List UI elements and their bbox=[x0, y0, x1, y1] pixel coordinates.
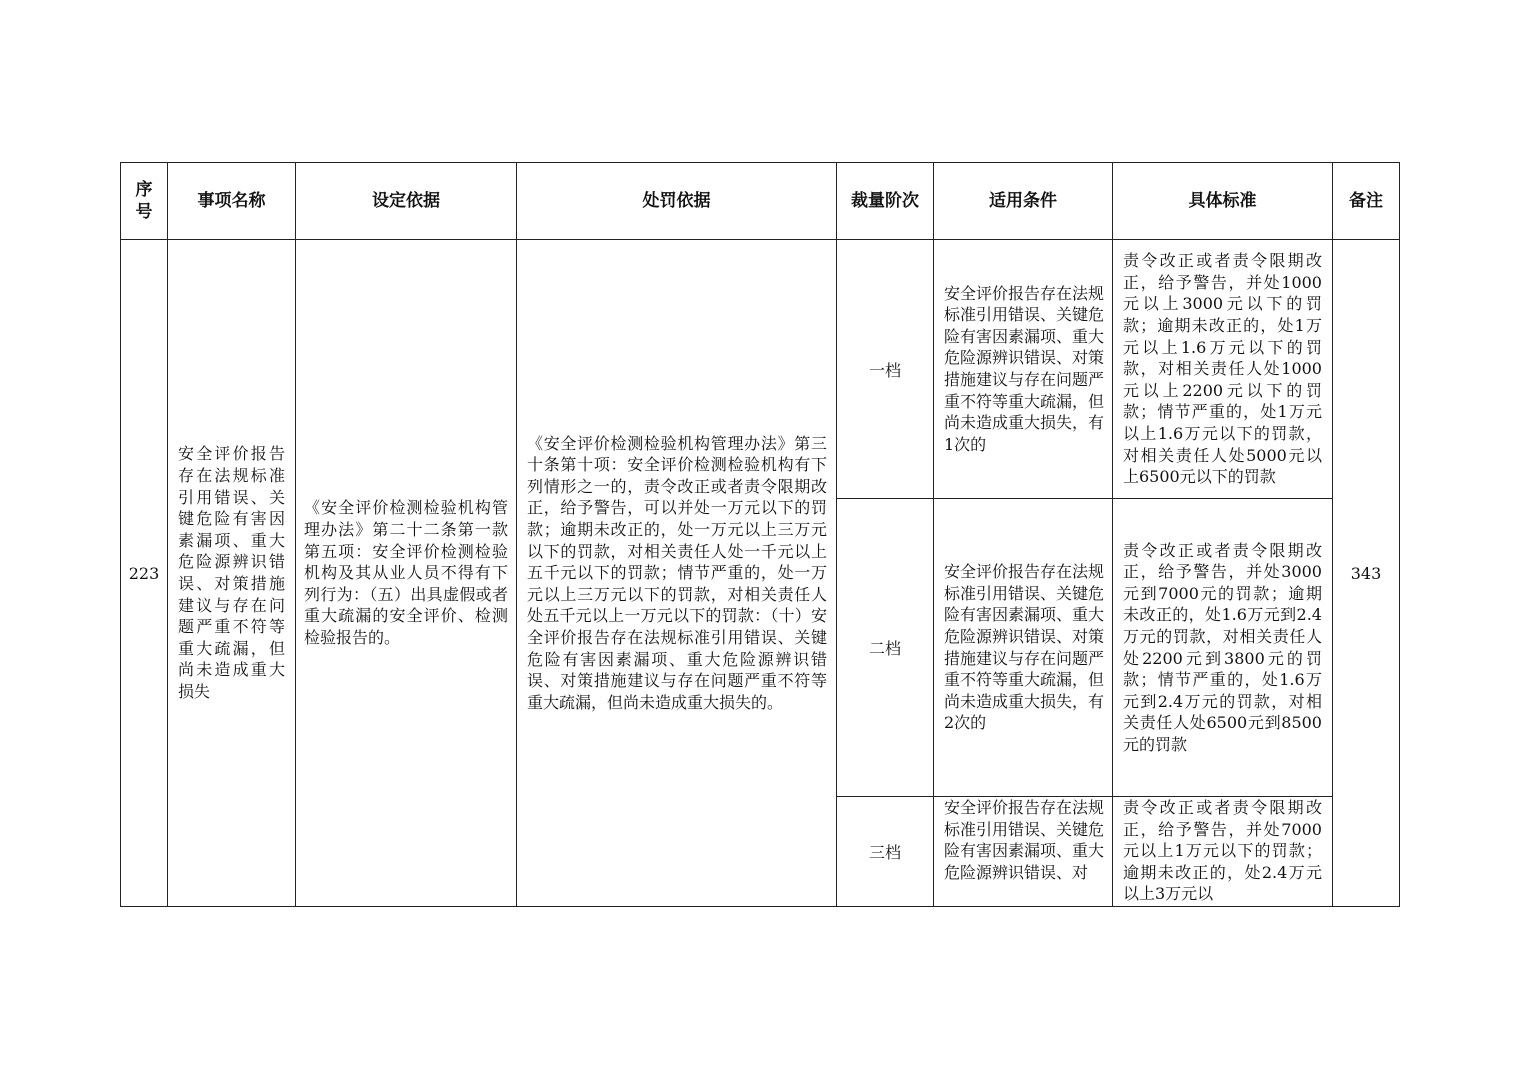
header-remarks: 备注 bbox=[1333, 163, 1400, 240]
header-seq-label: 序号 bbox=[135, 180, 153, 222]
tier-1-standard: 责令改正或者责令限期改正，给予警告，并处1000元以上3000元以下的罚款；逾期未改正的，处1万元以上1.6万元以下的罚款，对相关责任人处1000元以上2200元以下的罚款；情节严重的，处1万元以上1.6万元以下的罚款，对相关责任人处5000元以上6500元以下的罚款 bbox=[1123, 251, 1322, 487]
row-penalty-basis: 《安全评价检测检验机构管理办法》第三十条第十项：安全评价检测检验机构有下列情形之一的，责令改正或者责令限期改正，给予警告，可以并处一万元以下的罚款；逾期未改正的，处一万元以上三万元以下的罚款，对相关责任人处一千元以上五千元以下的罚款；情节严重的，处一万元以上三万元以下的罚款，对相关责任人处五千元以上一万元以下的罚款：（十）安全评价报告存在法规标准引用错误、关键危险有害因素漏项、重大危险源辨识错误、对策措施建议与存在问题严重不符等重大疏漏，但尚未造成重大损失的。 bbox=[527, 433, 827, 712]
tier-2-standard: 责令改正或者责令限期改正，给予警告，并处3000元到7000元的罚款；逾期未改正的，处1.6万元到2.4万元的罚款，对相关责任人处2200元到3800元的罚款；情节严重的，处1.6万元到2.4万元的罚款，对相关责任人处6500元到8500元的罚款 bbox=[1123, 540, 1322, 754]
tier-3-condition-cell bbox=[934, 797, 1113, 907]
tier-3-standard: 责令改正或者责令限期改正，给予警告，并处7000元以上1万元以下的罚款；逾期未改正的，处2.4万元以上3万元以 bbox=[1123, 798, 1322, 903]
row-seq: 223 bbox=[121, 240, 168, 907]
table-row bbox=[121, 240, 1400, 499]
header-row bbox=[121, 163, 1400, 240]
tier-2-standard-cell bbox=[1113, 499, 1333, 797]
row-remarks: 343 bbox=[1333, 240, 1400, 907]
header-penalty-basis: 处罚依据 bbox=[517, 163, 837, 240]
tier-1-condition: 安全评价报告存在法规标准引用错误、关键危险有害因素漏项、重大危险源辨识错误、对策措施建议与存在问题严重不符等重大疏漏，但尚未造成重大损失，有1次的 bbox=[944, 283, 1105, 454]
row-legal-basis: 《安全评价检测检验机构管理办法》第二十二条第一款第五项：安全评价检测检验机构及其从业人员不得有下列行为：（五）出具虚假或者重大疏漏的安全评价、检测检验报告的。 bbox=[304, 498, 508, 647]
tier-3-condition: 安全评价报告存在法规标准引用错误、关键危险有害因素漏项、重大危险源辨识错误、对 bbox=[944, 798, 1105, 882]
tier-1-standard-cell bbox=[1113, 240, 1333, 499]
tier-3-standard-cell bbox=[1113, 797, 1333, 907]
header-item-name: 事项名称 bbox=[168, 163, 296, 240]
tier-1-condition-cell bbox=[934, 240, 1113, 499]
header-conditions: 适用条件 bbox=[934, 163, 1113, 240]
tier-2-level: 二档 bbox=[837, 499, 934, 797]
tier-1-level: 一档 bbox=[837, 240, 934, 499]
header-discretion-level: 裁量阶次 bbox=[837, 163, 934, 240]
row-item-name-cell bbox=[168, 240, 296, 907]
row-item-name: 安全评价报告存在法规标准引用错误、关键危险有害因素漏项、重大危险源辨识错误、对策措施建议与存在问题严重不符等重大疏漏，但尚未造成重大损失 bbox=[178, 444, 285, 701]
header-legal-basis: 设定依据 bbox=[296, 163, 517, 240]
penalty-discretion-table bbox=[120, 162, 1400, 907]
row-penalty-basis-cell bbox=[517, 240, 837, 907]
header-standard: 具体标准 bbox=[1113, 163, 1333, 240]
header-seq bbox=[121, 163, 168, 240]
tier-2-condition-cell bbox=[934, 499, 1113, 797]
tier-3-level: 三档 bbox=[837, 797, 934, 907]
row-legal-basis-cell bbox=[296, 240, 517, 907]
tier-2-condition: 安全评价报告存在法规标准引用错误、关键危险有害因素漏项、重大危险源辨识错误、对策措施建议与存在问题严重不符等重大疏漏，但尚未造成重大损失，有2次的 bbox=[944, 562, 1105, 733]
